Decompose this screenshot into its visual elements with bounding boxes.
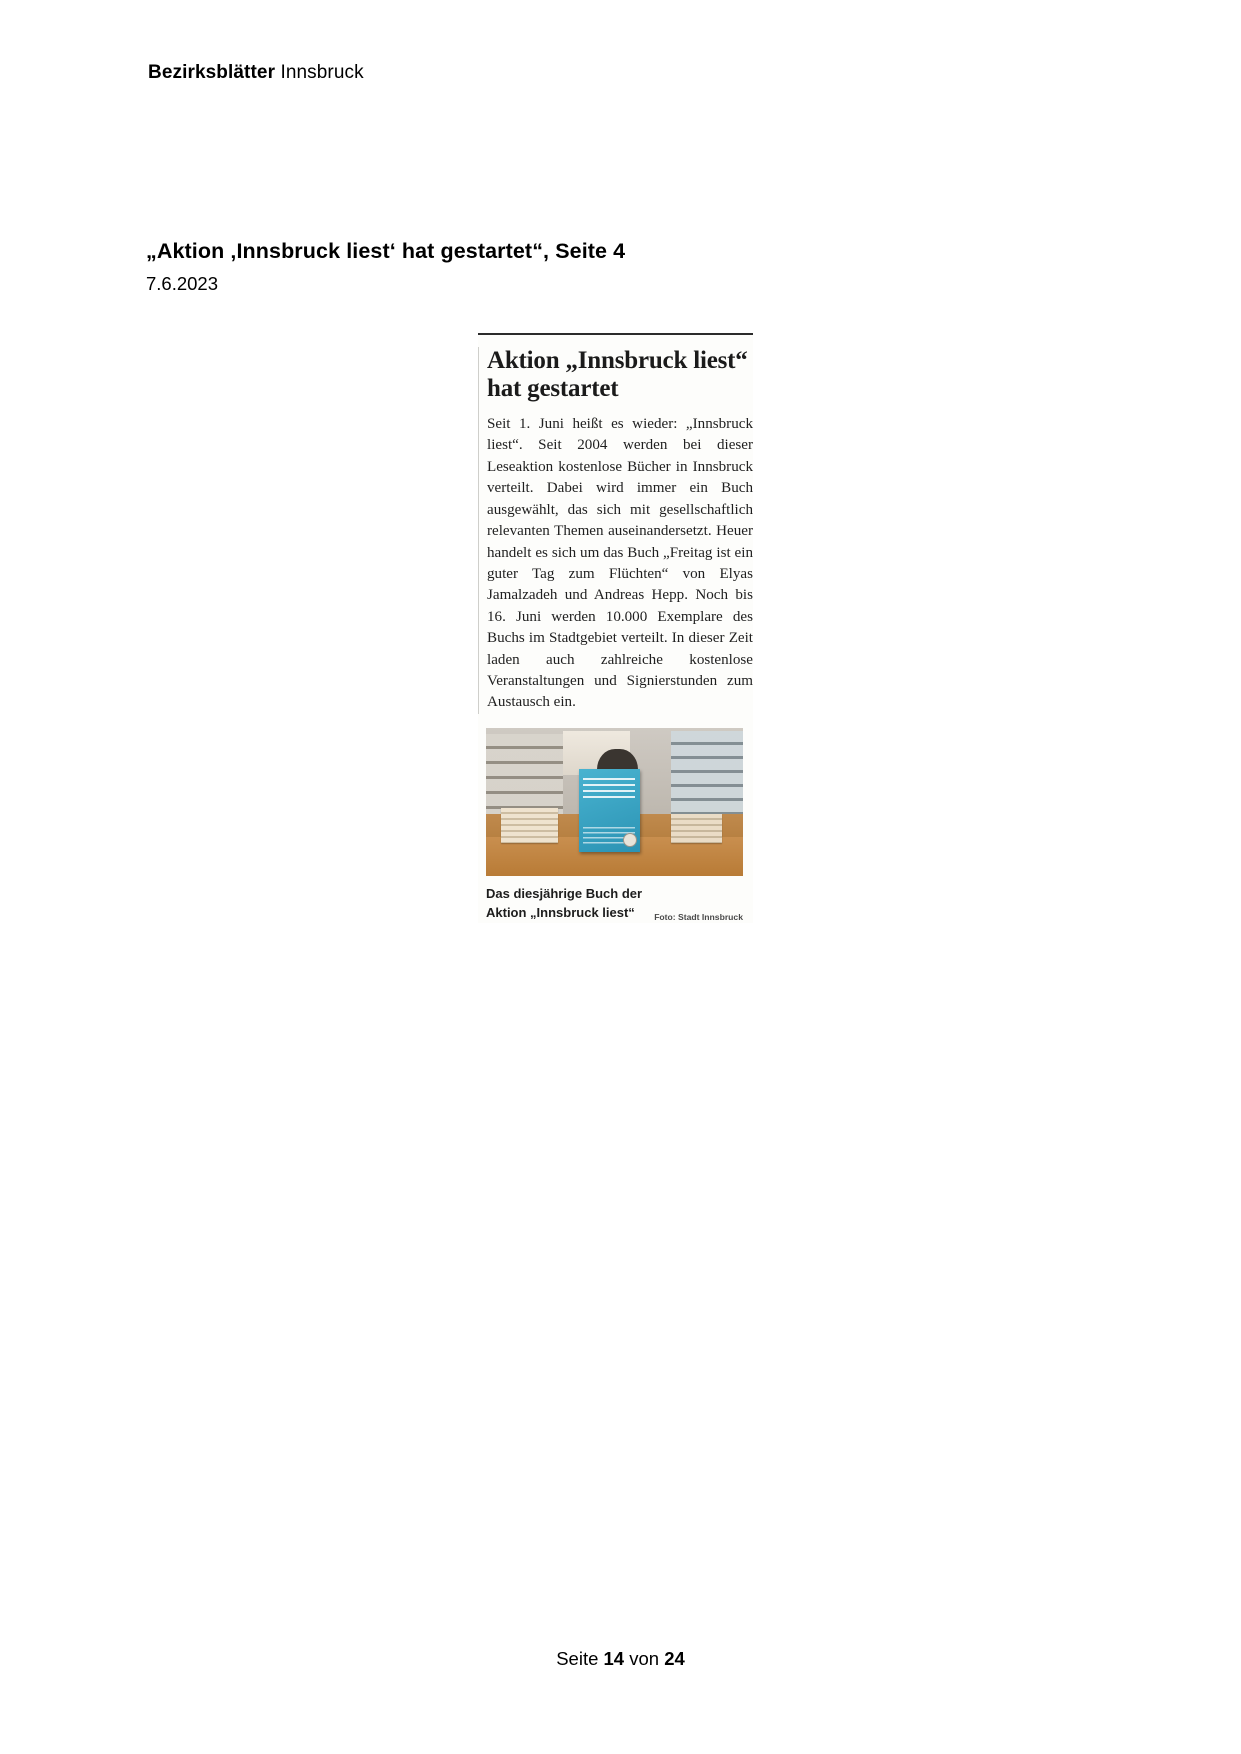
page-title: „Aktion ‚Innsbruck liest‘ hat gestartet“, Seite 4 bbox=[146, 239, 626, 263]
photo-book-badge-icon bbox=[623, 833, 637, 847]
footer-total-pages: 24 bbox=[664, 1648, 685, 1669]
publication-region: Innsbruck bbox=[275, 62, 364, 83]
footer-prefix: Seite bbox=[556, 1648, 604, 1669]
page-footer bbox=[0, 1648, 1241, 1670]
photo-bookshelf-left bbox=[486, 734, 563, 817]
photo-book-cover-title bbox=[583, 778, 635, 800]
clipping-photo-credit: Foto: Stadt Innsbruck bbox=[654, 911, 743, 922]
photo-book-stack-right bbox=[671, 814, 722, 844]
article-date: 7.6.2023 bbox=[146, 272, 219, 294]
clipping-text-column bbox=[478, 347, 753, 714]
clipping-caption: Das diesjährige Buch der Aktion „Innsbruck liest“ bbox=[486, 885, 643, 920]
photo-featured-book bbox=[579, 769, 641, 852]
footer-middle: von bbox=[624, 1648, 665, 1669]
article-heading-block bbox=[146, 238, 1046, 296]
clipping-photo bbox=[486, 728, 743, 876]
footer-current-page: 14 bbox=[603, 1648, 625, 1669]
newspaper-clipping bbox=[478, 333, 753, 923]
photo-bookshelf-right bbox=[671, 731, 743, 817]
photo-book-stack-left bbox=[501, 808, 558, 844]
running-header bbox=[148, 62, 364, 84]
publication-brand: Bezirksblätter bbox=[148, 62, 276, 83]
clipping-headline: Aktion „Innsbruck liest“ hat gestartet bbox=[487, 347, 748, 402]
clipping-top-rule bbox=[478, 333, 753, 335]
clipping-body-text: Seit 1. Juni heißt es wieder: „Innsbruck liest“. Seit 2004 werden bei dieser Leseaktion kostenlose Bücher in Innsbruck verteilt. Dabei wird immer ein Buch ausgewählt, das sich mit gesellschaftlich relevanten Themen auseinandersetzt. Heuer handelt es sich um das Buch „Freitag ist ein guter Tag zum Flüchten“ von Elyas Jamalzadeh und Andreas Hepp. Noch bis 16. Juni werden 10.000 Exemplare des Buchs im Stadtgebiet verteilt. In dieser Zeit laden auch zahlreiche kostenlose Veranstaltungen und Signierstunden zum Austausch ein. bbox=[487, 416, 753, 711]
clipping-caption-block bbox=[486, 885, 743, 923]
